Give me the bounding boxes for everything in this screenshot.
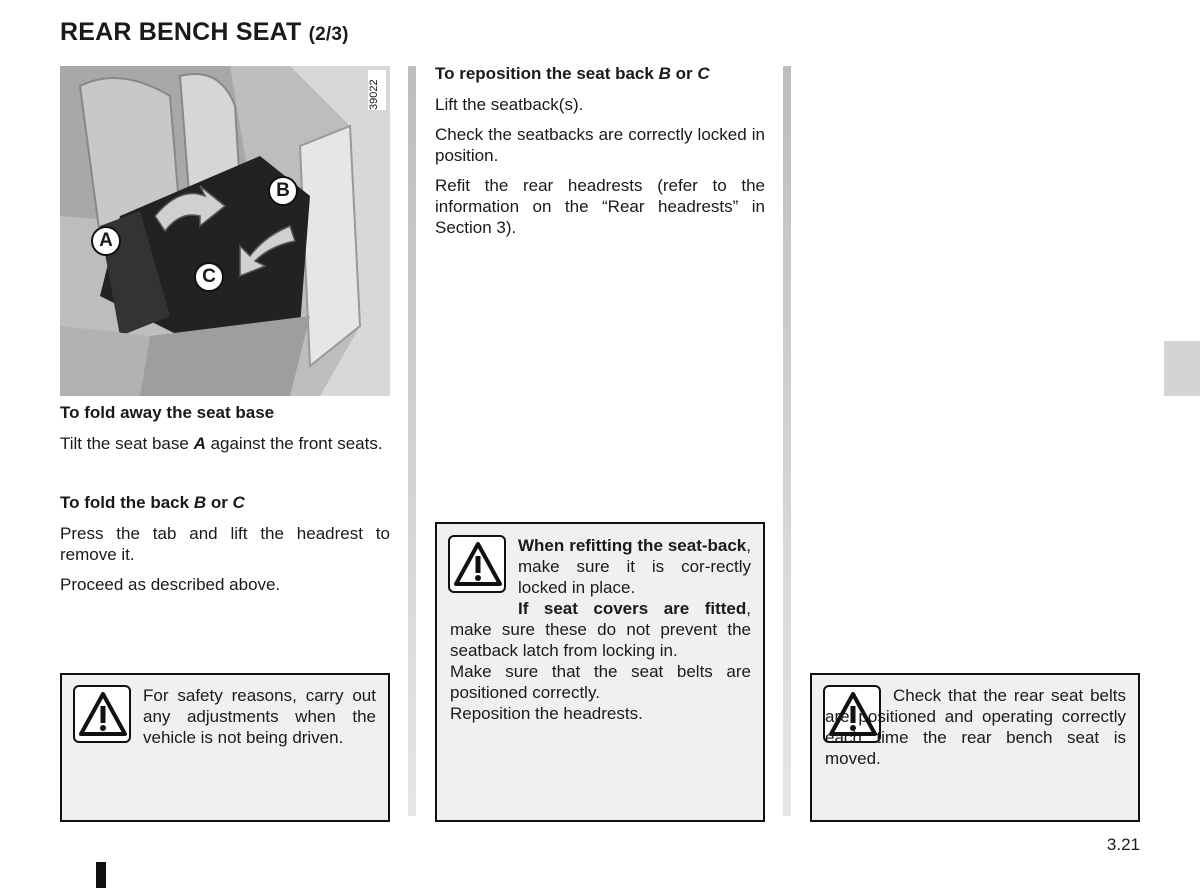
warning-text-middle-1: When refitting the seat-back, make sure it is cor-rectly locked in place.: [518, 536, 751, 597]
lift-text: Lift the seatback(s).: [435, 95, 584, 114]
warning-triangle-icon: [448, 535, 506, 593]
warning-text-left: For safety reasons, carry out any adjustments when the vehicle is not being driven.: [143, 686, 376, 747]
page-subtitle: (2/3): [308, 24, 349, 45]
heading-fold-back: To fold the back B or C: [60, 493, 245, 512]
page-number: 3.21: [1106, 835, 1140, 854]
label-c: C: [194, 262, 224, 292]
check-text: Check the seatbacks are correctly locked in position.: [435, 125, 765, 165]
column-divider-2: [783, 66, 791, 816]
warning-box-middle: [435, 522, 765, 822]
proceed-text: Proceed as described above.: [60, 575, 281, 594]
press-tab-text: Press the tab and lift the headrest to remove it.: [60, 524, 390, 564]
warning-box-left: [60, 673, 390, 822]
section-tab-marker: [1164, 341, 1200, 396]
heading-reposition-seat-back: To reposition the seat back B or C: [435, 64, 710, 83]
warning-text-middle-4: Reposition the headrests.: [450, 704, 643, 723]
fold-base-text: Tilt the seat base A against the front seats.: [60, 434, 383, 453]
refit-text: Refit the rear headrests (refer to the information on the “Rear headrests” in Section 3).: [435, 176, 765, 237]
heading-fold-seat-base: To fold away the seat base: [60, 403, 275, 422]
bottom-marker: [96, 862, 106, 888]
page-title: REAR BENCH SEAT (2/3): [60, 18, 349, 46]
warning-triangle-icon: [73, 685, 131, 743]
figure-ref-number: 39022: [368, 70, 386, 110]
label-b: B: [268, 176, 298, 206]
seat-illustration: [60, 66, 390, 396]
label-a: A: [91, 226, 121, 256]
warning-text-middle-3: Make sure that the seat belts are positioned correctly.: [450, 662, 751, 702]
warning-text-middle-2: If seat covers are fitted, make sure these do not prevent the seatback latch from locking in.: [450, 599, 751, 660]
column-divider-1: [408, 66, 416, 816]
warning-box-right: [810, 673, 1140, 822]
warning-text-right: Check that the rear seat belts are positioned and operating correctly each time the rear bench seat is moved.: [825, 686, 1126, 768]
